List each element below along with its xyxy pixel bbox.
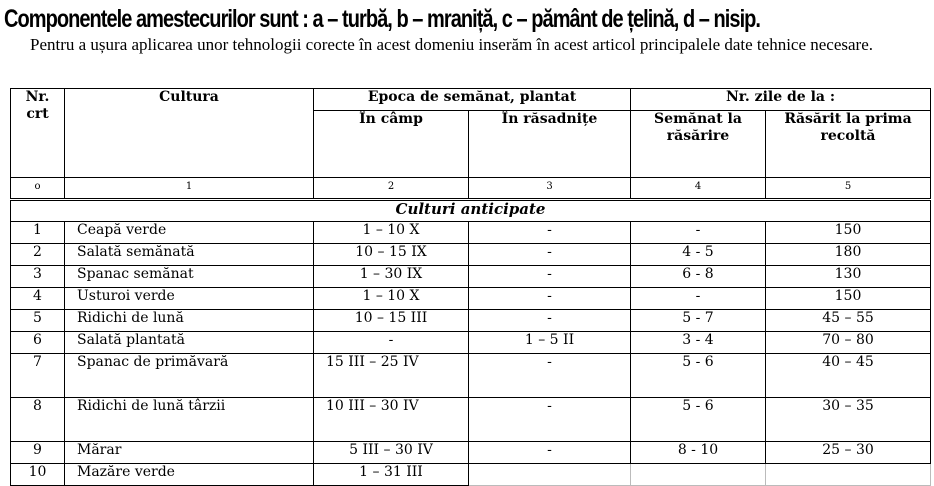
table-row: [11, 398, 931, 442]
table-row: [11, 442, 931, 464]
section-row: [11, 200, 931, 222]
cell-rasarit: 45 – 55: [766, 310, 931, 332]
cell-semanat: 3 - 4: [631, 332, 766, 354]
cell-camp: 5 III – 30 IV: [314, 442, 469, 464]
cell-cultura: Ceapă verde: [65, 222, 314, 244]
cell-rasarit: [766, 464, 931, 486]
cell-nr: 5: [11, 310, 65, 332]
column-index: 1: [65, 178, 314, 200]
cell-rasarit: 30 – 35: [766, 398, 931, 442]
cell-semanat: 6 - 8: [631, 266, 766, 288]
cell-semanat: -: [631, 288, 766, 310]
cell-rasarit: 25 – 30: [766, 442, 931, 464]
header-row-1: [11, 89, 931, 111]
cell-camp: 10 – 15 IX: [314, 244, 469, 266]
cell-cultura: Ridichi de lună: [65, 310, 314, 332]
cell-nr: 8: [11, 398, 65, 442]
header-semanat: Semănat la răsărire: [631, 111, 766, 178]
table-row: [11, 310, 931, 332]
cell-nr: 2: [11, 244, 65, 266]
cell-rasarit: 70 – 80: [766, 332, 931, 354]
table-row: [11, 266, 931, 288]
cell-rasadnite: -: [469, 398, 631, 442]
table-row: [11, 222, 931, 244]
column-index: 4: [631, 178, 766, 200]
column-index-row: [11, 178, 931, 200]
cell-rasarit: 150: [766, 288, 931, 310]
table-row: [11, 354, 931, 398]
cell-cultura: Ridichi de lună târzii: [65, 398, 314, 442]
cell-semanat: -: [631, 222, 766, 244]
header-epoca: Epoca de semănat, plantat: [314, 89, 631, 111]
cell-rasarit: 180: [766, 244, 931, 266]
cell-semanat: 4 - 5: [631, 244, 766, 266]
cell-rasadnite: -: [469, 310, 631, 332]
cell-cultura: Spanac de primăvară: [65, 354, 314, 398]
cell-rasadnite: -: [469, 266, 631, 288]
cell-rasadnite: 1 – 5 II: [469, 332, 631, 354]
cell-nr: 7: [11, 354, 65, 398]
cell-rasarit: 150: [766, 222, 931, 244]
cell-cultura: Salată semănată: [65, 244, 314, 266]
cell-camp: 10 – 15 III: [314, 310, 469, 332]
header-nr-crt: Nr. crt: [11, 89, 65, 178]
cell-rasadnite: [469, 464, 631, 486]
cell-camp: 1 – 31 III: [314, 464, 469, 486]
cell-semanat: 5 - 6: [631, 354, 766, 398]
table-row: [11, 244, 931, 266]
cell-semanat: [631, 464, 766, 486]
crops-table: [10, 88, 931, 486]
cell-semanat: 5 - 6: [631, 398, 766, 442]
cell-rasadnite: -: [469, 244, 631, 266]
cell-cultura: Spanac semănat: [65, 266, 314, 288]
table-row: [11, 332, 931, 354]
cell-cultura: Salată plantată: [65, 332, 314, 354]
cell-cultura: Usturoi verde: [65, 288, 314, 310]
column-index: 2: [314, 178, 469, 200]
cell-cultura: Mazăre verde: [65, 464, 314, 486]
cell-nr: 3: [11, 266, 65, 288]
intro-text: Pentru a ușura aplicarea unor tehnologii corecte în acest domeniu inserăm în acest articol principalele date tehnice necesare.: [30, 35, 874, 54]
column-index: 3: [469, 178, 631, 200]
cell-semanat: 8 - 10: [631, 442, 766, 464]
cell-camp: -: [314, 332, 469, 354]
column-index: o: [11, 178, 65, 200]
cell-camp: 15 III – 25 IV: [314, 354, 469, 398]
column-index: 5: [766, 178, 931, 200]
header-in-rasadnite: În răsadnițe: [469, 111, 631, 178]
header-rasarit: Răsărit la prima recoltă: [766, 111, 931, 178]
cell-rasarit: 40 – 45: [766, 354, 931, 398]
page-heading: Componentele amestecurilor sunt : a – turbă, b – mraniță, c – pământ de țelină, d – nisip.: [4, 5, 761, 33]
section-title: Culturi anticipate: [11, 200, 931, 222]
header-nr-zile: Nr. zile de la :: [631, 89, 931, 111]
table-row: [11, 464, 931, 486]
cell-rasadnite: -: [469, 288, 631, 310]
cell-rasadnite: -: [469, 354, 631, 398]
cell-camp: 1 – 10 X: [314, 222, 469, 244]
intro-paragraph: [4, 36, 928, 54]
cell-cultura: Mărar: [65, 442, 314, 464]
cell-camp: 1 – 10 X: [314, 288, 469, 310]
cell-nr: 9: [11, 442, 65, 464]
cell-camp: 10 III – 30 IV: [314, 398, 469, 442]
table-row: [11, 288, 931, 310]
cell-semanat: 5 - 7: [631, 310, 766, 332]
cell-camp: 1 – 30 IX: [314, 266, 469, 288]
cell-rasadnite: -: [469, 442, 631, 464]
cell-nr: 1: [11, 222, 65, 244]
cell-nr: 6: [11, 332, 65, 354]
header-cultura: Cultura: [65, 89, 314, 178]
cell-nr: 10: [11, 464, 65, 486]
cell-rasadnite: -: [469, 222, 631, 244]
cell-rasarit: 130: [766, 266, 931, 288]
cell-nr: 4: [11, 288, 65, 310]
header-in-camp: În câmp: [314, 111, 469, 178]
